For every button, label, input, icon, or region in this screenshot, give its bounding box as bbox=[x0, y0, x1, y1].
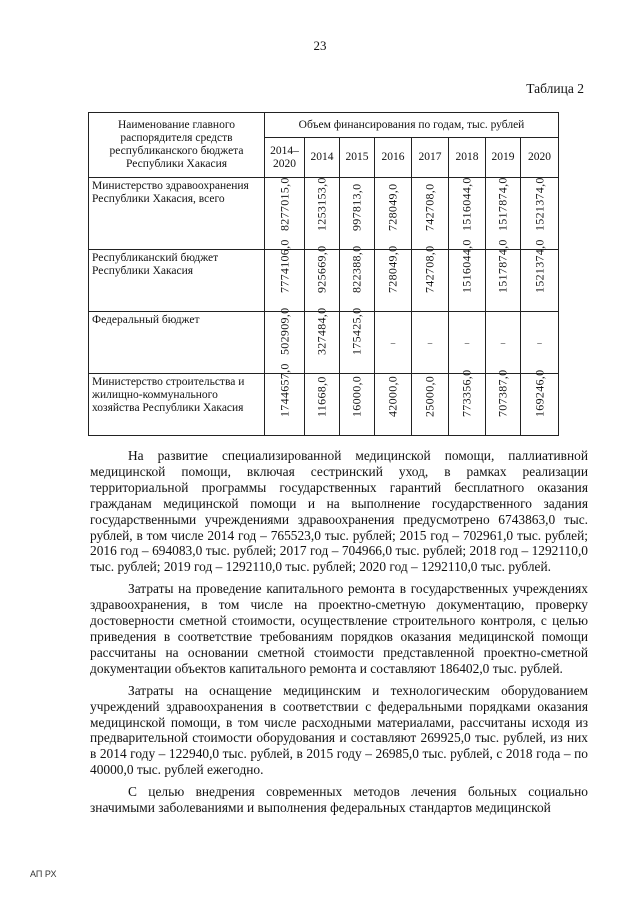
year-header: 2014–2020 bbox=[265, 138, 305, 178]
cell-value: – bbox=[390, 337, 396, 348]
value-cell bbox=[521, 312, 559, 374]
table-caption: Таблица 2 bbox=[526, 81, 584, 96]
value-cell bbox=[486, 312, 521, 374]
value-cell bbox=[305, 178, 340, 250]
value-cell bbox=[265, 363, 305, 436]
cell-value: 742708,0 bbox=[422, 183, 437, 231]
value-cell bbox=[340, 178, 375, 250]
funding-table bbox=[88, 112, 559, 436]
year-header: 2020 bbox=[521, 138, 559, 178]
value-cell bbox=[449, 369, 486, 436]
cell-value: 925669,0 bbox=[314, 245, 329, 293]
value-cell bbox=[412, 178, 449, 250]
value-cell bbox=[305, 245, 340, 312]
value-cell bbox=[412, 312, 449, 374]
table-row bbox=[89, 312, 559, 374]
page-number: 23 bbox=[313, 38, 327, 53]
value-cell bbox=[340, 245, 375, 312]
value-cell bbox=[305, 307, 340, 374]
cell-value: 1521374,0 bbox=[532, 177, 546, 231]
paragraph: Затраты на проведение капитального ремонта в государственных учреждениях здравоохранения, в том числе на проектно-сметную документацию, проверку достоверности сметной стоимости, осуществление строительного контроля, с целью приведения в соответствие требованиям порядков оказания медицинской помощи рассчитаны на основании сметной стоимости представленной проектно-сметной документации объектов капитального ремонта и составляют 186402,0 тыс. рублей. bbox=[90, 581, 588, 676]
value-cell bbox=[305, 374, 340, 436]
paragraph: На развитие специализированной медицинской помощи, паллиативной медицинской помощи, включая сестринский уход, в рамках реализации территориальной программы государственных гарантий бесплатного оказания гражданам медицинской помощи и на выполнение государственного задания государственными учреждениями здравоохранения предусмотрено 6743863,0 тыс. рублей, в том числе 2014 год – 765523,0 тыс. рублей; 2015 год – 702961,0 тыс. рублей; 2016 год – 694083,0 тыс. рублей; 2017 год – 704966,0 тыс. рублей; 2018 год – 1292110,0 тыс. рублей; 2019 год – 1292110,0 тыс. рублей; 2020 год – 1292110,0 тыс. рублей. bbox=[90, 448, 588, 575]
value-cell bbox=[412, 374, 449, 436]
cell-value: 327484,0 bbox=[314, 307, 329, 355]
year-header: 2016 bbox=[375, 138, 412, 178]
row-name: Министерство здравоохранения Республики Хакасия, всего bbox=[89, 178, 265, 250]
year-header: 2014 bbox=[305, 138, 340, 178]
row-name: Федеральный бюджет bbox=[89, 312, 265, 374]
table-row bbox=[89, 250, 559, 312]
cell-value: 822388,0 bbox=[349, 245, 364, 293]
cell-value: 997813,0 bbox=[349, 183, 364, 231]
cell-value: 175425,0 bbox=[349, 307, 364, 355]
value-cell bbox=[412, 245, 449, 312]
value-cell bbox=[486, 239, 521, 312]
row-name: Министерство строительства и жилищно-коммунального хозяйства Республики Хакасия bbox=[89, 374, 265, 436]
paragraph: С целью внедрения современных методов лечения больных социально значимыми заболеваниями и выполнения федеральных стандартов медицинской bbox=[90, 784, 588, 816]
value-cell bbox=[340, 307, 375, 374]
value-cell bbox=[375, 245, 412, 312]
value-cell bbox=[449, 312, 486, 374]
cell-value: 1521374,0 bbox=[532, 239, 546, 293]
cell-value: 16000,0 bbox=[349, 375, 364, 417]
cell-value: 502909,0 bbox=[277, 307, 291, 355]
year-header: 2015 bbox=[340, 138, 375, 178]
year-header: 2019 bbox=[486, 138, 521, 178]
header-group: Объем финансирования по годам, тыс. рублей bbox=[265, 113, 559, 138]
cell-value: – bbox=[537, 337, 542, 348]
cell-value: 8277015,0 bbox=[277, 177, 291, 231]
value-cell bbox=[375, 178, 412, 250]
footer-mark: АП РХ bbox=[30, 869, 57, 879]
cell-value: 1517874,0 bbox=[495, 239, 510, 293]
cell-value: 7774106,0 bbox=[277, 239, 291, 293]
cell-value: 1517874,0 bbox=[495, 177, 510, 231]
cell-value: 11668,0 bbox=[314, 376, 329, 417]
paragraph: Затраты на оснащение медицинским и технологическим оборудованием учреждений здравоохранения в соответствии с федеральными порядками оказания медицинской помощи, в том числе расходными материалами, рассчитаны исходя из предварительной стоимости оборудования и составляют 269925,0 тыс. рублей, из них в 2014 году – 122940,0 тыс. рублей, в 2015 году – 26985,0 тыс. рублей, с 2018 года – по 40000,0 тыс. рублей ежегодно. bbox=[90, 682, 588, 778]
cell-value: 25000,0 bbox=[422, 375, 437, 417]
value-cell bbox=[521, 369, 559, 436]
cell-value: – bbox=[464, 337, 470, 348]
value-cell bbox=[486, 369, 521, 436]
cell-value: 169246,0 bbox=[532, 369, 546, 417]
header-name: Наименование главного распорядителя средств республиканского бюджета Республики Хакасия bbox=[89, 113, 265, 178]
cell-value: 728049,0 bbox=[385, 183, 400, 231]
cell-value: 1516044,0 bbox=[459, 239, 474, 293]
cell-value: 1253153,0 bbox=[314, 177, 329, 231]
body-text bbox=[90, 448, 588, 822]
year-header: 2018 bbox=[449, 138, 486, 178]
value-cell bbox=[449, 239, 486, 312]
value-cell bbox=[265, 239, 305, 312]
cell-value: 1744657,0 bbox=[277, 363, 291, 417]
cell-value: – bbox=[427, 337, 433, 348]
year-header: 2017 bbox=[412, 138, 449, 178]
cell-value: 728049,0 bbox=[385, 245, 400, 293]
cell-value: 707387,0 bbox=[495, 369, 510, 417]
value-cell bbox=[375, 374, 412, 436]
value-cell bbox=[375, 312, 412, 374]
cell-value: 773356,0 bbox=[459, 369, 474, 417]
cell-value: 1516044,0 bbox=[459, 177, 474, 231]
row-name: Республиканский бюджет Республики Хакасия bbox=[89, 250, 265, 312]
table-row bbox=[89, 374, 559, 436]
cell-value: 742708,0 bbox=[422, 245, 437, 293]
value-cell bbox=[340, 374, 375, 436]
value-cell bbox=[521, 239, 559, 312]
cell-value: 42000,0 bbox=[385, 375, 400, 417]
cell-value: – bbox=[500, 337, 506, 348]
table-row bbox=[89, 178, 559, 250]
